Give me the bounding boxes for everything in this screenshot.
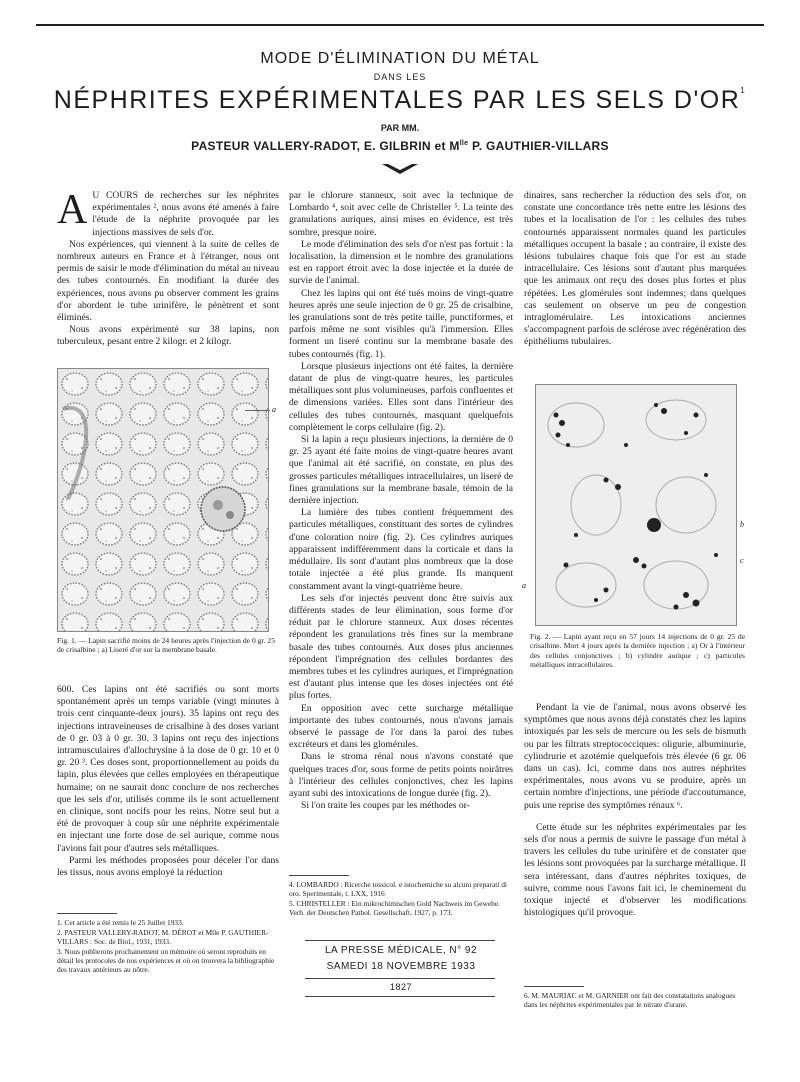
paragraph: Parmi les méthodes proposées pour déceler l'or dans les tissus, nous avons employé la réduction	[57, 854, 279, 879]
footnote-rule	[524, 986, 584, 987]
footnotes-col2	[289, 880, 513, 918]
figure-2-label-b: b	[740, 520, 744, 529]
title-footnote-ref: 1	[740, 86, 747, 95]
figure-2-caption: Fig. 2. — Lapin ayant reçu en 57 jours 14 injections de 0 gr. 25 de crisalbine. Mort 4 jours après la dernière injection ; a) Or à l'intérieur des cellules conjonctives ; b) cylindre aurique ; c) particules métalliques intracellulaires.	[530, 632, 745, 670]
title-line2	[0, 86, 800, 115]
ornament-icon	[382, 163, 418, 175]
figure-1-micrograph	[58, 369, 268, 631]
authors	[0, 139, 800, 153]
page-number: 1827	[389, 982, 413, 992]
footnote: 5. CHRISTELLER : Ein mikrochimischen Gold Nachweis im Gewebe. Verh. der Deutschen Pathol. Gesellschaft, 1927, p. 173.	[289, 899, 501, 917]
paragraph: Lorsque plusieurs injections ont été faites, la dernière datant de plus de vingt-quatre heures, les particules métalliques sont plus volumineuses, parfois confluentes et de dimensions variées. Elles sont dans l'intérieur des cellules des tubes contournés, masquant quelquefois complètement le corps cellulaire (fig. 2).	[289, 360, 513, 433]
drop-cap: A	[57, 187, 88, 233]
paragraph: Dans le stroma rénal nous n'avons constaté que quelques traces d'or, sous forme de petits points noirâtres à l'intérieur des cellules conjonctives, chez les lapins ayant subi des intoxications de longue durée (fig. 2).	[289, 751, 513, 799]
journal-rule-bottom	[305, 996, 495, 997]
column-1-top	[57, 187, 279, 349]
title-line1: MODE D'ÉLIMINATION DU MÉTAL	[260, 50, 540, 67]
paragraph: Nos expériences, qui viennent à la suite de celles de nombreux auteurs en France et à l'étranger, nous ont permis de saisir le mode d'élimination du métal au niveau des tubes contournés. En modifiant la durée des expériences, nous avons pu observer comment les grains d'or abordent le tube urinifère, le pénètrent et sont éliminés.	[57, 238, 279, 324]
footnote-rule	[289, 875, 349, 876]
column-2	[289, 190, 513, 812]
top-rule	[36, 24, 764, 26]
figure-1-pointer	[245, 410, 270, 411]
authors-main: PASTEUR VALLERY-RADOT, E. GILBRIN et M	[191, 139, 460, 153]
column-3-bottom	[524, 702, 746, 919]
figure-1-caption: Fig. 1. — Lapin sacrifié moins de 24 heures après l'injection de 0 gr. 25 de crisalbine ; a) Liseré d'or sur la membrane basale.	[57, 636, 275, 655]
paragraph: Chez les lapins qui ont été tués moins de vingt-quatre heures après une seule injection de 0 gr. 25 de crisalbine, les granulations sont de très petite taille, punctiformes, et parfois même ne sont visibles qu'à l'immersion. Elles forment un liseré continu sur la membrane basale des tubes contournés (fig. 1).	[289, 287, 513, 360]
column-3-top	[524, 190, 746, 349]
paragraph: Cette étude sur les néphrites expérimentales par les sels d'or nous a permis de suivre le passage d'un métal à travers les cellules du tube urinifère et de constater que les lésions sont provoquées par la surcharge métallique. Il sera intéressant, dans d'autres néphrites toxiques, de suivre, comme nous l'avons fait ici, le cheminement du toxique injecté et d'observer les modifications histologiques qu'il provoque.	[524, 821, 746, 919]
footnote: 3. Nous publierons prochainement un mémoire où seront reproduits en détail les protocoles de nos expériences et où on trouvera la bibliographie des travaux antérieurs au nôtre.	[57, 947, 275, 974]
paragraph: A U COURS de recherches sur les néphrites expérimentales ², nous avons été amenés à faire l'étude de la néphrite provoquée par les injections massives de sels d'or.	[57, 187, 279, 238]
paragraph: dinaires, sans rechercher la réduction des sels d'or, on constate une concordance très nette entre les lésions des tubes et la localisation de l'or : les cellules des tubes contournés apparaissent normales quand les particules métalliques occupent la basale ; au contraire, il existe des lésions tubulaires chaque fois que l'or est au stade intracellulaire. Ces lésions sont d'autant plus marquées que les animaux ont reçu des doses plus fortes et plus répétées. Les glomérules sont indemnes; dans quelques cas seulement on observe un peu de congestion intraglomérulaire. Les intoxications anciennes s'accompagnent parfois de sclérose avec régénération des épithéliums tubulaires.	[524, 190, 746, 348]
par-mm: PAR MM.	[380, 123, 420, 133]
figure-1	[57, 368, 269, 632]
paragraph: Pendant la vie de l'animal, nous avons observé les symptômes que nous avons déjà constatés chez les lapins intoxiqués par les sels de mercure ou les sels de bismuth ou par les filtrats streptococciques: oligurie, albuminurie, cylindrurie et azotémie quelquefois très élevée (6 gr. 06 dans un cas). Ici, comme dans nos autres néphrites expérimentales, nous avons vu se produire, après un certain nombre d'injections, une période d'accoutumance, puis une reprise des symptômes rénaux ⁶.	[524, 702, 746, 811]
figure-1-label-a: a	[272, 405, 276, 414]
footnote: 1. Cet article a été remis le 25 Juillet 1933.	[57, 918, 184, 927]
footnote-rule	[57, 913, 117, 914]
journal-date: SAMEDI 18 NOVEMBRE 1933	[326, 961, 476, 972]
figure-2-label-a: a	[522, 581, 526, 590]
figure-2-label-c: c	[740, 556, 744, 565]
journal-rule-top	[305, 940, 495, 941]
journal-rule-mid	[305, 978, 495, 979]
title-dans: DANS LES	[373, 72, 427, 82]
footnote: 4. LOMBARDO : Ricerche tossicol. e istochemiche su alcuni preparati di oro. Sperimentale, t. LXX, 1916	[289, 880, 507, 898]
title-main: NÉPHRITES EXPÉRIMENTALES PAR LES SELS D'OR	[53, 86, 741, 114]
footnotes-col1	[57, 918, 279, 975]
footnote: 2. PASTEUR VALLERY-RADOT, M. DÉROT et Mlle P. GAUTHIER-VILLARS : Soc. de Biol., 1931, 1933.	[57, 928, 269, 946]
figure-2	[535, 384, 737, 626]
column-1-bottom	[57, 684, 279, 879]
paragraph: par le chlorure stanneux, soit avec la technique de Lombardo ⁴, soit avec celle de Christeller ⁵. La teinte des granulations auriques, ainsi mises en évidence, est très sombre, presque noire.	[289, 190, 513, 238]
footnote: 6. M. MAURIAC et M. GARNIER ont fait des constatations analogues dans les néphrites expérimentales par le nitrate d'urane.	[524, 991, 736, 1009]
paragraph: Si la lapin a reçu plusieurs injections, la dernière de 0 gr. 25 ayant été faite moins de vingt-quatre heures avant que l'animal ait été sacrifié, on constate, en plus des grosses particules métalliques intracellulaires, un liseré de fines granulations sur la membrane basale, témoin de la dernière injection.	[289, 434, 513, 507]
authors-end: P. GAUTHIER-VILLARS	[468, 139, 609, 153]
paragraph: Nous avons expérimenté sur 38 lapins, non tuberculeux, pesant entre 2 kilogr. et 2 kilogr.	[57, 324, 279, 348]
figure-2-micrograph	[536, 385, 736, 625]
paragraph: En opposition avec cette surcharge métallique importante des tubes contournés, nous n'avons jamais observé le passage de l'or dans la paroi des tubes excréteurs et dans les glomérules.	[289, 702, 513, 751]
paragraph: 600. Ces lapins ont été sacrifiés ou sont morts spontanément après un temps variable (vingt minutes à trois cent cinquante-deux jours). 35 lapins ont reçu des injections intraveineuses de crisalbine à des doses variant de 0 gr. 03 à 0 gr. 30. 3 lapins ont reçu des injections intramusculaires d'allochrysine à la dose de 0 gr. 10 et 0 gr. 20 ³. Ces doses sont, proportionnellement au poids du lapin, plus élevées que celles employées en thérapeutique humaine; on ne saurait donc conclure de nos recherches que les sels d'or, utilisés comme ils le sont actuellement en clinique, sont nocifs pour les reins. Notre seul but a été de provoquer à coup sûr une néphrite expérimentale en injectant une forte dose de sel aurique, comme nous l'avions fait pour d'autres sels métalliques.	[57, 684, 279, 854]
authors-sup: lle	[459, 140, 469, 147]
paragraph: La lumière des tubes contient fréquemment des particules métalliques, constituant des sortes de cylindres d'une coloration noire (fig. 2). Ces cylindres auriques apparaissent indifféremment dans la corticale et dans la médullaire. Ils sont d'autant plus nombreux que la dose totale injectée a été plus grande. Ils manquent constamment avant la vingt-quatrième heure.	[289, 507, 513, 592]
paragraph: Si l'on traite les coupes par les méthodes or-	[301, 800, 470, 812]
journal-name: LA PRESSE MÉDICALE, N° 92	[324, 945, 478, 956]
paragraph: Les sels d'or injectés peuvent donc être suivis aux différents stades de leur élimination, sous forme d'or réduit par le chlorure stanneux. Aux doses récentes répondent les granulations très fines sur la membrane basale des tubes contournés. Aux doses plus anciennes répondent l'imprégnation des cellules bordantes des membres tubes et les cylindres auriques, et l'imprégnation est d'autant plus intense que les doses injectées ont été plus fortes.	[289, 592, 513, 702]
footnotes-col3	[524, 991, 746, 1010]
paragraph: Le mode d'élimination des sels d'or n'est pas fortuit : la localisation, la dimension et le nombre des granulations est en rapport étroit avec la dose injectée et la durée de survie de l'animal.	[289, 238, 513, 287]
